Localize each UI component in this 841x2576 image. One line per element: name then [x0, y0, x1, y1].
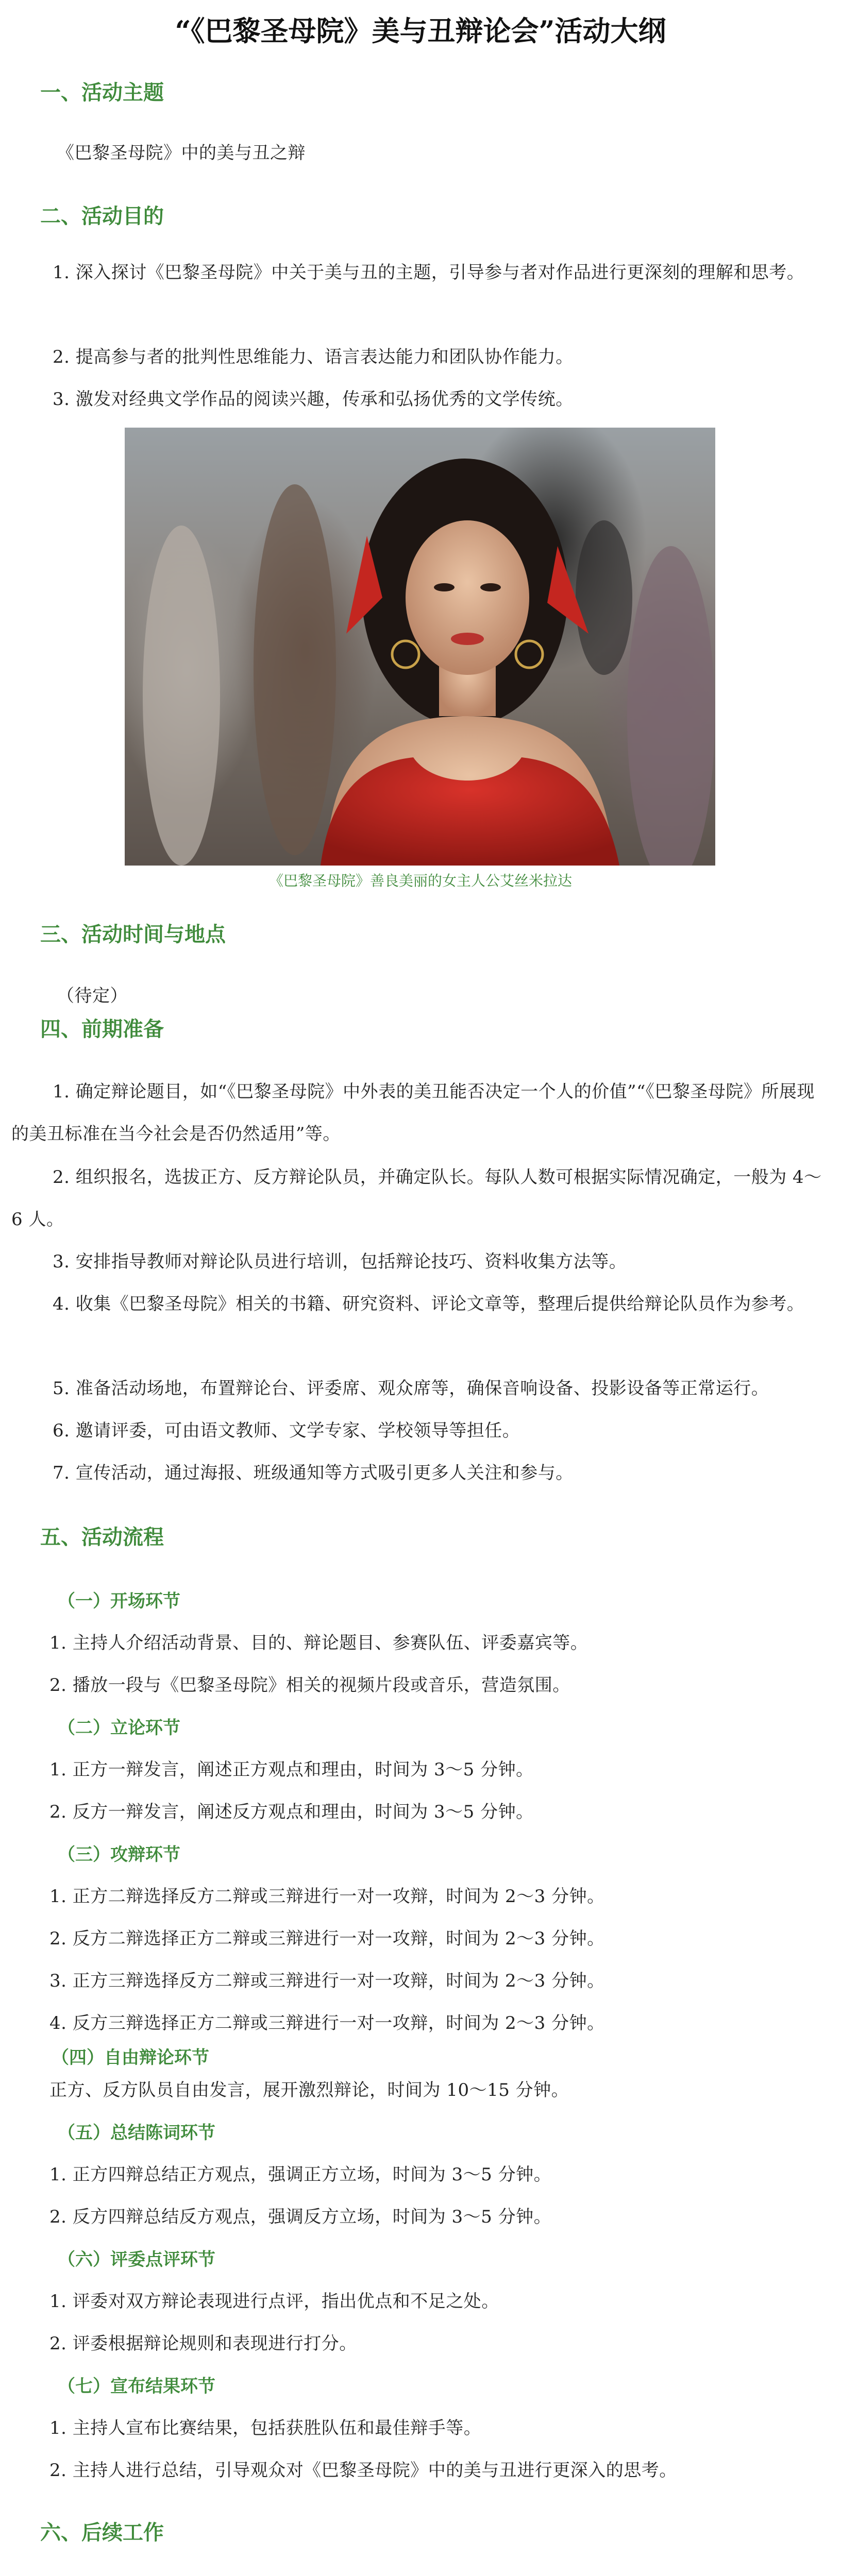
esmeralda-photo	[125, 428, 715, 866]
cross-exam-item-3: 3. 正方三辩选择反方二辩或三辩进行一对一攻辩，时间为 2～3 分钟。	[49, 1971, 605, 1991]
argument-item-1: 1. 正方一辩发言，阐述正方观点和理由，时间为 3～5 分钟。	[49, 1759, 534, 1780]
results-item-1: 1. 主持人宣布比赛结果，包括获胜队伍和最佳辩手等。	[49, 2418, 482, 2438]
prep-item-3: 3. 安排指导教师对辩论队员进行培训，包括辩论技巧、资料收集方法等。	[53, 1251, 627, 1272]
opening-item-1: 1. 主持人介绍活动背景、目的、辩论题目、参赛队伍、评委嘉宾等。	[49, 1633, 588, 1653]
results-item-2: 2. 主持人进行总结，引导观众对《巴黎圣母院》中的美与丑进行更深入的思考。	[49, 2460, 677, 2481]
prep-item-6: 6. 邀请评委，可由语文教师、文学专家、学校领导等担任。	[53, 1420, 520, 1441]
section-heading-process: 五、活动流程	[40, 1526, 164, 1549]
process-cross-exam-heading: （三）攻辩环节	[58, 1844, 180, 1865]
free-debate-text: 正方、反方队员自由发言，展开激烈辩论，时间为 10～15 分钟。	[49, 2080, 569, 2100]
page-title: “《巴黎圣母院》美与丑辩论会”活动大纲	[175, 14, 666, 47]
photo-caption: 《巴黎圣母院》善良美丽的女主人公艾丝米拉达	[268, 872, 572, 889]
process-judges-heading: （六）评委点评环节	[58, 2249, 215, 2270]
section-heading-theme: 一、活动主题	[40, 81, 164, 105]
section-heading-preparation: 四、前期准备	[40, 1018, 164, 1041]
cross-exam-item-1: 1. 正方二辩选择反方二辩或三辩进行一对一攻辩，时间为 2～3 分钟。	[49, 1886, 605, 1907]
opening-item-2: 2. 播放一段与《巴黎圣母院》相关的视频片段或音乐，营造氛围。	[49, 1675, 570, 1696]
prep-item-1: 1. 确定辩论题目，如“《巴黎圣母院》中外表的美丑能否决定一个人的价值”“《巴黎圣母院》所展现的美丑标准在当今社会是否仍然适用”等。	[11, 1081, 815, 1144]
prep-item-7: 7. 宣传活动，通过海报、班级通知等方式吸引更多人关注和参与。	[53, 1463, 574, 1483]
process-argument-heading: （二）立论环节	[58, 1718, 180, 1738]
process-opening-heading: （一）开场环节	[58, 1591, 180, 1612]
theme-text: 《巴黎圣母院》中的美与丑之辩	[57, 143, 306, 163]
argument-item-2: 2. 反方一辩发言，阐述反方观点和理由，时间为 3～5 分钟。	[49, 1802, 534, 1822]
purpose-item-1: 1. 深入探讨《巴黎圣母院》中关于美与丑的主题，引导参与者对作品进行更深刻的理解和思考。	[53, 262, 805, 283]
purpose-item-3: 3. 激发对经典文学作品的阅读兴趣，传承和弘扬优秀的文学传统。	[53, 389, 574, 410]
process-closing-heading: （五）总结陈词环节	[58, 2123, 215, 2143]
closing-item-1: 1. 正方四辩总结正方观点，强调正方立场，时间为 3～5 分钟。	[49, 2164, 552, 2185]
section-heading-follow-up: 六、后续工作	[40, 2521, 164, 2545]
judges-item-2: 2. 评委根据辩论规则和表现进行打分。	[49, 2333, 357, 2354]
prep-item-2: 2. 组织报名，选拔正方、反方辩论队员，并确定队长。每队人数可根据实际情况确定，一般为 4～6 人。	[11, 1167, 822, 1230]
process-free-debate-heading: （四）自由辩论环节	[52, 2047, 209, 2068]
closing-item-2: 2. 反方四辩总结反方观点，强调反方立场，时间为 3～5 分钟。	[49, 2207, 552, 2227]
section-heading-time-place: 三、活动时间与地点	[40, 923, 226, 946]
prep-item-5: 5. 准备活动场地，布置辩论台、评委席、观众席等，确保音响设备、投影设备等正常运行。	[53, 1378, 769, 1399]
prep-item-4: 4. 收集《巴黎圣母院》相关的书籍、研究资料、评论文章等，整理后提供给辩论队员作为参考。	[53, 1294, 805, 1314]
esmeralda-illustration	[125, 428, 715, 866]
time-place-text: （待定）	[57, 986, 128, 1006]
section-heading-purpose: 二、活动目的	[40, 205, 164, 228]
cross-exam-item-4: 4. 反方三辩选择正方二辩或三辩进行一对一攻辩，时间为 2～3 分钟。	[49, 2013, 605, 2033]
judges-item-1: 1. 评委对双方辩论表现进行点评，指出优点和不足之处。	[49, 2291, 499, 2312]
cross-exam-item-2: 2. 反方二辩选择正方二辩或三辩进行一对一攻辩，时间为 2～3 分钟。	[49, 1928, 605, 1949]
process-results-heading: （七）宣布结果环节	[58, 2376, 215, 2397]
purpose-item-2: 2. 提高参与者的批判性思维能力、语言表达能力和团队协作能力。	[53, 347, 574, 367]
